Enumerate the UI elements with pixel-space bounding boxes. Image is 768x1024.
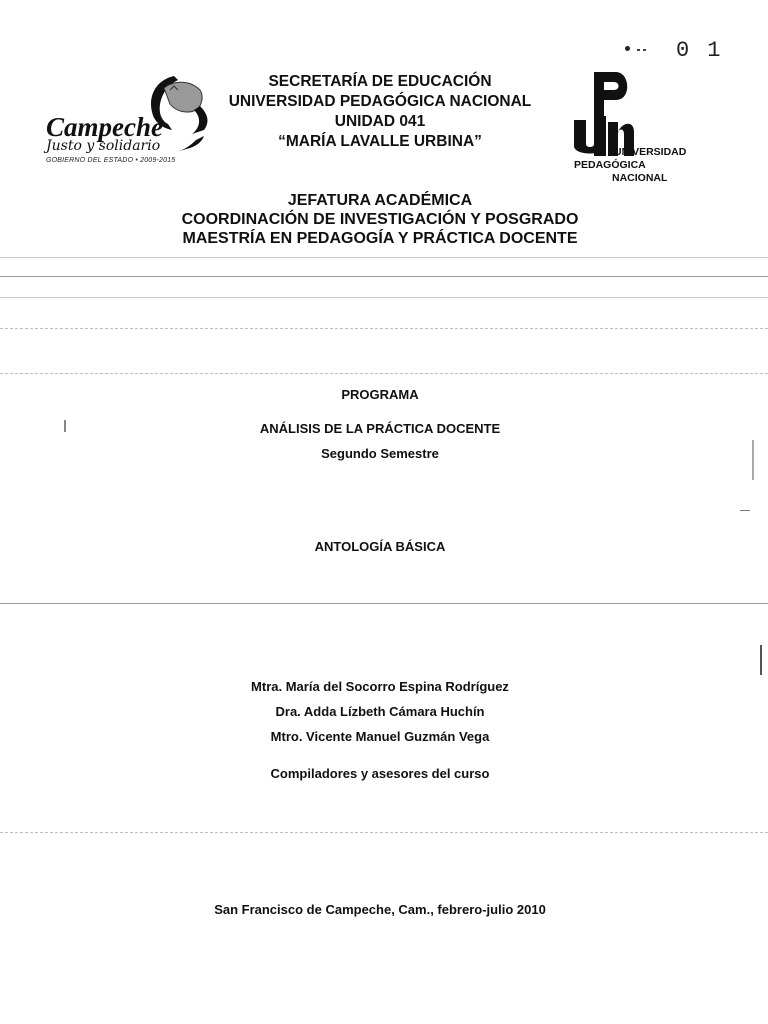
scan-line: [0, 276, 768, 277]
header-line: SECRETARÍA DE EDUCACIÓN: [268, 73, 492, 90]
authors-role: Compiladores y asesores del curso: [270, 766, 490, 781]
scan-line: [0, 297, 768, 298]
header-line: UNIVERSIDAD PEDAGÓGICA NACIONAL: [228, 93, 532, 110]
header-line: “MARÍA LAVALLE URBINA”: [278, 133, 482, 150]
scan-line: [0, 832, 768, 833]
academic-header: [100, 191, 660, 248]
author-name: Mtro. Vicente Manuel Guzmán Vega: [270, 729, 490, 744]
scan-line: [0, 328, 768, 329]
upn-logo-text: UNIVERSIDAD: [614, 146, 687, 158]
scan-line: [0, 603, 768, 604]
subheader-line: COORDINACIÓN DE INVESTIGACIÓN Y POSGRADO: [181, 211, 579, 228]
scan-line: [0, 373, 768, 374]
subheader-line: JEFATURA ACADÉMICA: [287, 192, 473, 209]
subheader-line: MAESTRÍA EN PEDAGOGÍA Y PRÁCTICA DOCENTE: [182, 230, 578, 247]
campeche-logo-wordmark: Campeche: [46, 112, 163, 142]
program-label: PROGRAMA: [341, 387, 419, 402]
author-name: Mtra. María del Socorro Espina Rodríguez: [251, 679, 509, 694]
course-title: ANÁLISIS DE LA PRÁCTICA DOCENTE: [259, 421, 501, 436]
scan-speck: [740, 510, 750, 511]
scan-line: [0, 257, 768, 258]
upn-logo-text: NACIONAL: [612, 172, 668, 184]
campeche-logo-government: GOBIERNO DEL ESTADO • 2009-2015: [46, 157, 176, 164]
scan-speck: [643, 49, 646, 51]
semester: Segundo Semestre: [321, 446, 439, 461]
page-number: 01: [676, 38, 739, 63]
header-line: UNIDAD 041: [334, 113, 426, 130]
institution-header: [190, 72, 570, 152]
upn-logo-text: PEDAGÓGICA: [574, 159, 646, 171]
campeche-logo-slogan: Justo y solidario: [46, 138, 161, 154]
anthology-label: ANTOLOGÍA BÁSICA: [314, 539, 446, 554]
author-name: Dra. Adda Lízbeth Cámara Huchín: [275, 704, 485, 719]
authors-list: [0, 674, 760, 749]
scan-speck: [637, 49, 640, 51]
scan-speck: [760, 645, 762, 675]
place-and-date: San Francisco de Campeche, Cam., febrero-julio 2010: [214, 902, 546, 917]
scan-speck: [625, 46, 630, 51]
